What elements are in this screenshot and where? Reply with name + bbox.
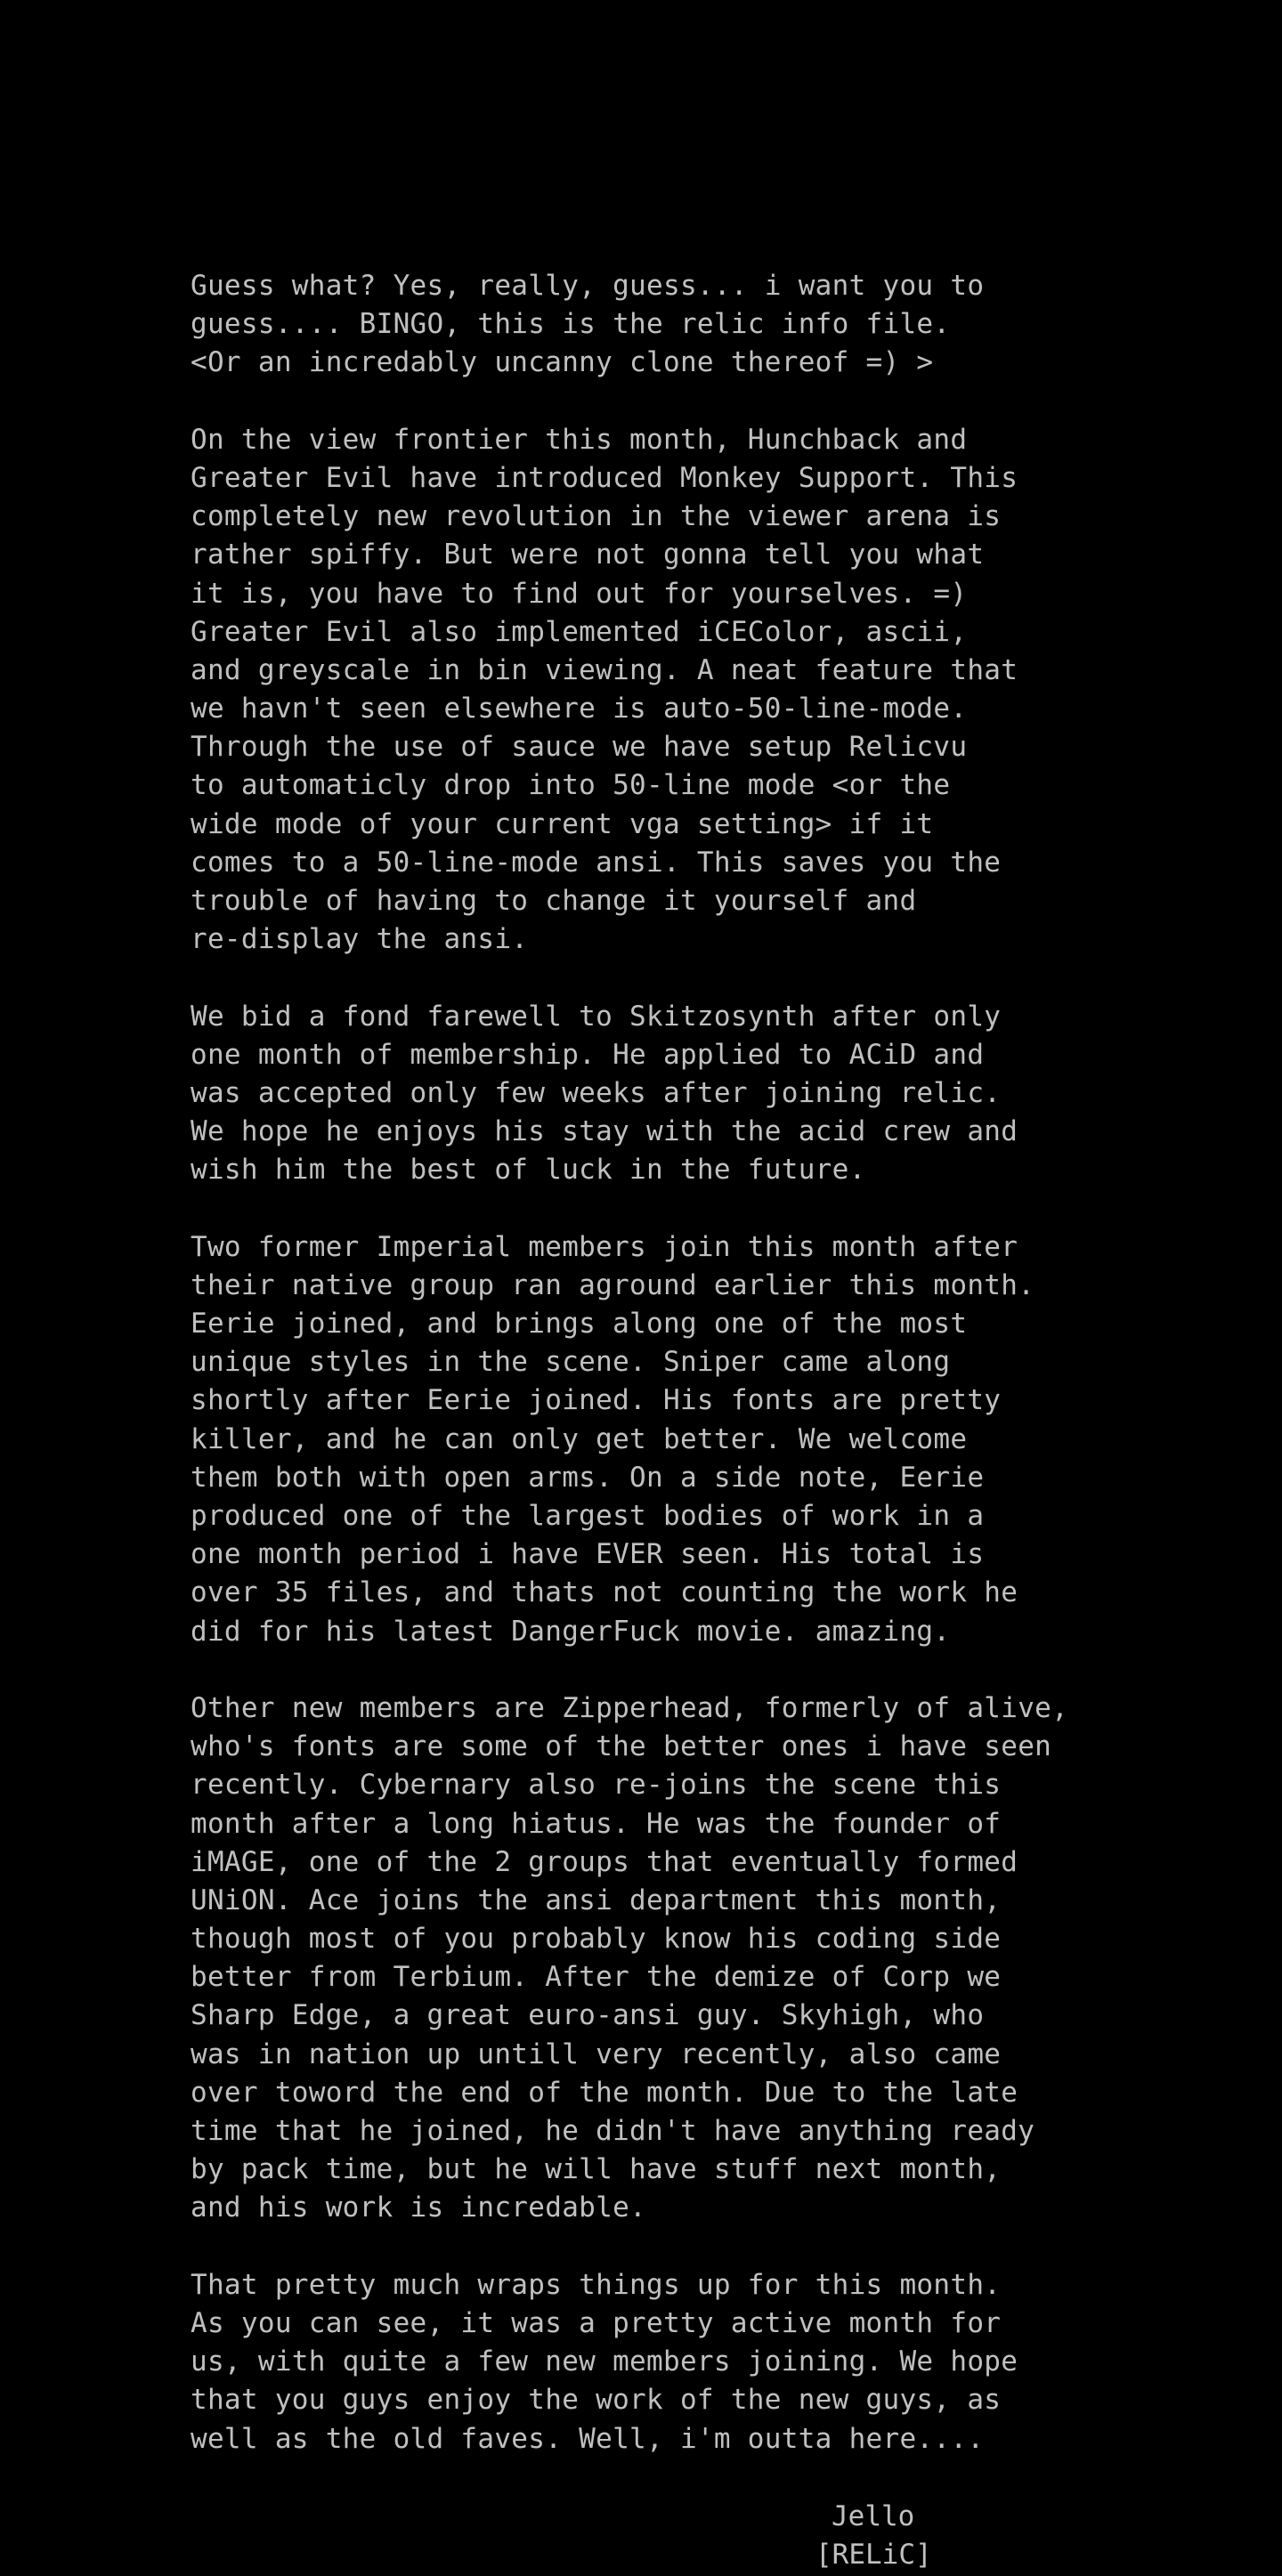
text-line: though most of you probably know his coding side xyxy=(191,1923,1002,1956)
text-line: iMAGE, one of the 2 groups that eventually formed xyxy=(191,1845,1018,1878)
text-line: wish him the best of luck in the future. xyxy=(191,1154,866,1187)
text-line: over toword the end of the month. Due to the late xyxy=(191,2076,1018,2109)
text-line: comes to a 50-line-mode ansi. This saves you the xyxy=(191,846,1002,879)
paragraph-gap xyxy=(191,2228,1081,2266)
text-line: over 35 files, and thats not counting the work he xyxy=(191,1576,1018,1609)
text-line: and greyscale in bin viewing. A neat feature that xyxy=(191,653,1018,686)
text-line: well as the old faves. Well, i'm outta here.... xyxy=(191,2422,985,2455)
text-line: to automaticly drop into 50-line mode <or the xyxy=(191,769,951,802)
text-line: Through the use of sauce we have setup Relicvu xyxy=(191,731,968,764)
text-line: and his work is incredable. xyxy=(191,2191,647,2224)
text-line: us, with quite a few new members joining. We hope xyxy=(191,2345,1018,2378)
text-line: <Or an incredably uncanny clone thereof =) > xyxy=(191,346,934,379)
text-line: On the view frontier this month, Hunchback and xyxy=(191,423,968,456)
text-line: their native group ran aground earlier this month. xyxy=(191,1268,1035,1301)
text-line: We bid a fond farewell to Skitzosynth after only xyxy=(191,1000,1002,1033)
text-line: re-display the ansi. xyxy=(191,923,529,956)
text-line: them both with open arms. On a side note, Eerie xyxy=(191,1461,985,1494)
text-line: Two former Imperial members join this month after xyxy=(191,1230,1018,1263)
paragraph-gap xyxy=(191,1190,1081,1228)
text-line: Eerie joined, and brings along one of the most xyxy=(191,1308,968,1341)
text-line: recently. Cybernary also re-joins the scene this xyxy=(191,1769,1002,1802)
text-line: We hope he enjoys his stay with the acid crew and xyxy=(191,1115,1018,1148)
signature-name: Jello xyxy=(832,2500,915,2532)
text-line: one month period i have EVER seen. His total is xyxy=(191,1538,985,1571)
text-line: it is, you have to find out for yourselves. =) xyxy=(191,577,968,610)
text-line: guess.... BINGO, this is the relic info file. xyxy=(191,308,951,341)
text-line: That pretty much wraps things up for this month. xyxy=(191,2268,1002,2301)
paragraph-gap xyxy=(191,959,1081,997)
text-line: Greater Evil also implemented iCEColor, ascii, xyxy=(191,615,968,648)
info-file-text xyxy=(191,267,1081,2459)
text-line: rather spiffy. But were not gonna tell you what xyxy=(191,539,985,571)
text-line: by pack time, but he will have stuff next month, xyxy=(191,2153,1002,2186)
signature-group: [RELiC] xyxy=(815,2539,932,2571)
text-line: Sharp Edge, a great euro-ansi guy. Skyhigh, who xyxy=(191,1999,985,2032)
text-line: produced one of the largest bodies of work in a xyxy=(191,1500,985,1532)
text-line: shortly after Eerie joined. His fonts are pretty xyxy=(191,1384,1002,1417)
text-line: that you guys enjoy the work of the new guys, as xyxy=(191,2384,1002,2417)
text-line: Greater Evil have introduced Monkey Support. This xyxy=(191,461,1018,494)
text-line: trouble of having to change it yourself and xyxy=(191,885,917,917)
text-line: completely new revolution in the viewer arena is xyxy=(191,500,1002,533)
text-line: unique styles in the scene. Sniper came along xyxy=(191,1346,951,1379)
text-line: we havn't seen elsewhere is auto-50-line-mode. xyxy=(191,693,968,725)
text-line: was in nation up untill very recently, also came xyxy=(191,2037,1002,2070)
text-line: who's fonts are some of the better ones i have seen xyxy=(191,1730,1052,1763)
text-line: Guess what? Yes, really, guess... i want you to xyxy=(191,270,985,302)
text-line: better from Terbium. After the demize of Corp we xyxy=(191,1961,1002,1994)
paragraph-gap xyxy=(191,383,1081,421)
paragraph-gap xyxy=(191,1651,1081,1689)
text-line: killer, and he can only get better. We welcome xyxy=(191,1422,968,1455)
text-line: one month of membership. He applied to ACiD and xyxy=(191,1038,985,1071)
text-line: wide mode of your current vga setting> if it xyxy=(191,807,934,840)
text-line: UNiON. Ace joins the ansi department this month, xyxy=(191,1883,1002,1916)
text-line: As you can see, it was a pretty active month for xyxy=(191,2306,1002,2339)
text-line: time that he joined, he didn't have anything ready xyxy=(191,2115,1035,2147)
text-line: did for his latest DangerFuck movie. amazing. xyxy=(191,1615,951,1648)
text-line: month after a long hiatus. He was the founder of xyxy=(191,1807,1002,1840)
text-line: was accepted only few weeks after joining relic. xyxy=(191,1076,1002,1109)
text-line: Other new members are Zipperhead, formerly of alive, xyxy=(191,1691,1069,1724)
